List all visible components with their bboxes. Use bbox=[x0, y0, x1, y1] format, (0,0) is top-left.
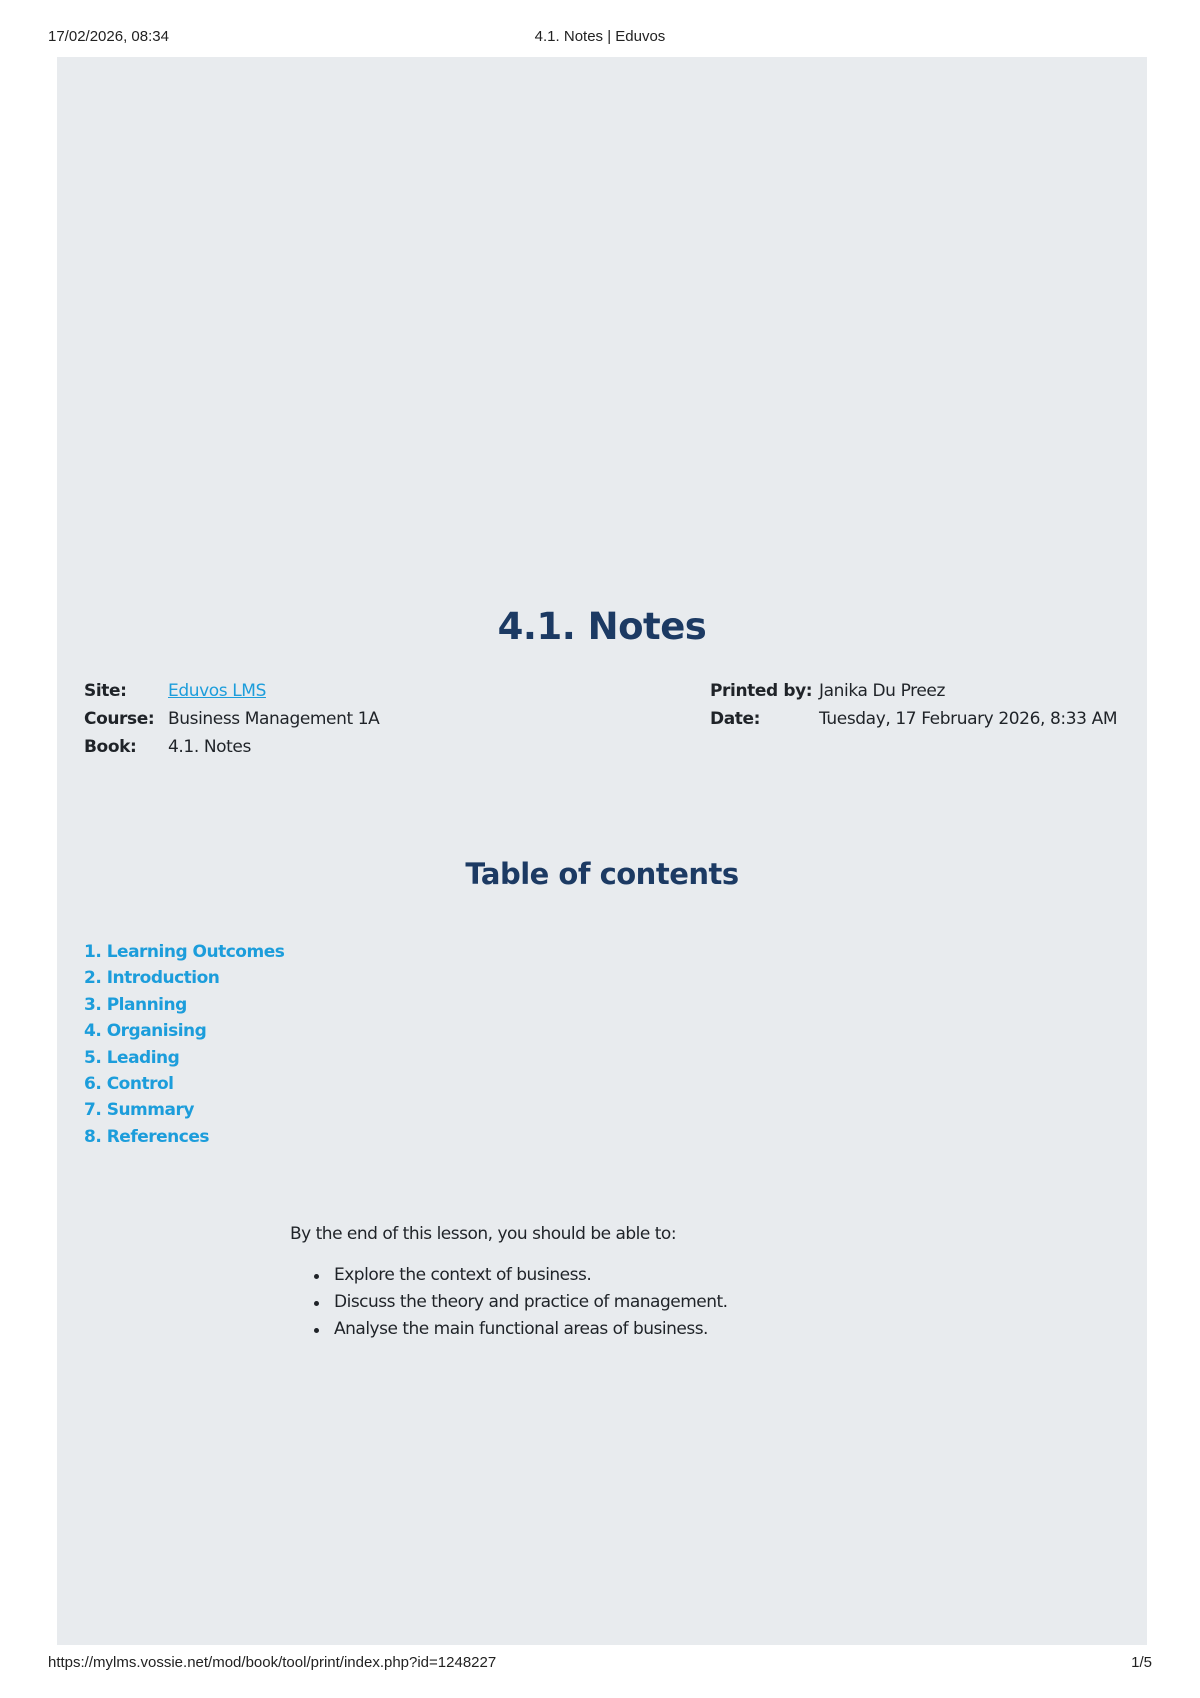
toc-link-references[interactable]: 8. References bbox=[84, 1126, 209, 1147]
toc-item bbox=[84, 992, 284, 1018]
learning-outcomes-intro: By the end of this lesson, you should be able to: bbox=[290, 1224, 677, 1244]
book-info-right bbox=[710, 677, 1117, 733]
date-label: Date: bbox=[710, 709, 761, 729]
printed-by-row bbox=[710, 677, 1117, 705]
outcome-text: Analyse the main functional areas of business. bbox=[334, 1319, 708, 1339]
toc-item bbox=[84, 965, 284, 991]
list-item bbox=[334, 1316, 728, 1343]
date-value: Tuesday, 17 February 2026, 8:33 AM bbox=[819, 709, 1118, 729]
book-label: Book: bbox=[84, 737, 137, 757]
toc-link-leading[interactable]: 5. Leading bbox=[84, 1047, 180, 1068]
bullet-icon bbox=[314, 1301, 319, 1306]
toc-item bbox=[84, 1045, 284, 1071]
site-link[interactable]: Eduvos LMS bbox=[168, 681, 266, 701]
outcome-text: Explore the context of business. bbox=[334, 1265, 592, 1285]
toc-link-learning-outcomes[interactable]: 1. Learning Outcomes bbox=[84, 942, 285, 962]
toc-link-summary[interactable]: 7. Summary bbox=[84, 1100, 194, 1121]
toc-item bbox=[84, 1124, 284, 1150]
book-page bbox=[57, 57, 1147, 1645]
book-info-left bbox=[84, 677, 379, 761]
toc-list bbox=[84, 939, 284, 1150]
print-datetime: 17/02/2026, 08:34 bbox=[48, 28, 169, 45]
book-value: 4.1. Notes bbox=[168, 737, 251, 757]
toc-link-organising[interactable]: 4. Organising bbox=[84, 1021, 207, 1042]
print-header bbox=[0, 28, 1200, 52]
learning-outcomes-section bbox=[290, 1220, 728, 1343]
print-url: https://mylms.vossie.net/mod/book/tool/print/index.php?id=1248227 bbox=[48, 1654, 497, 1671]
learning-outcomes-list bbox=[290, 1262, 728, 1343]
course-row bbox=[84, 705, 379, 733]
print-page-number: 1/5 bbox=[1131, 1654, 1152, 1671]
toc-link-planning[interactable]: 3. Planning bbox=[84, 994, 187, 1015]
print-footer bbox=[0, 1654, 1200, 1678]
toc-item bbox=[84, 1071, 284, 1097]
date-row bbox=[710, 705, 1117, 733]
bullet-icon bbox=[314, 1274, 319, 1279]
printed-by-value: Janika Du Preez bbox=[819, 681, 945, 701]
toc-item bbox=[84, 939, 284, 965]
toc-item bbox=[84, 1097, 284, 1123]
printed-by-label: Printed by: bbox=[710, 681, 813, 701]
book-title: 4.1. Notes bbox=[497, 605, 707, 648]
toc-item bbox=[84, 1018, 284, 1044]
toc-link-control[interactable]: 6. Control bbox=[84, 1073, 174, 1094]
bullet-icon bbox=[314, 1328, 319, 1333]
list-item bbox=[334, 1262, 728, 1289]
site-row bbox=[84, 677, 379, 705]
toc-link-introduction[interactable]: 2. Introduction bbox=[84, 968, 220, 989]
site-label: Site: bbox=[84, 681, 127, 701]
toc-heading: Table of contents bbox=[465, 857, 739, 891]
print-page-title: 4.1. Notes | Eduvos bbox=[534, 28, 666, 45]
outcome-text: Discuss the theory and practice of management. bbox=[334, 1292, 728, 1312]
list-item bbox=[334, 1289, 728, 1316]
course-label: Course: bbox=[84, 709, 155, 729]
book-row bbox=[84, 733, 379, 761]
course-value: Business Management 1A bbox=[168, 709, 380, 729]
